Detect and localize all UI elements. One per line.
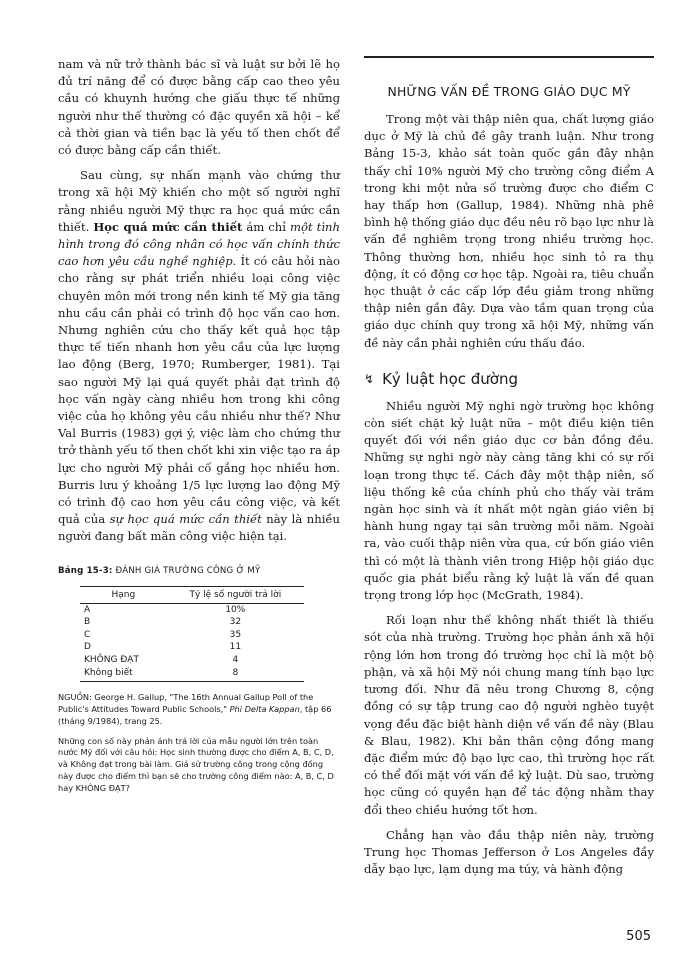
source-journal: Phi Delta Kappan	[229, 704, 300, 715]
table-row	[80, 629, 304, 642]
overeducation-text-d: này là nhiều người đang bất mãn công việc hiện tại.	[58, 512, 341, 544]
table-cell-percent: 4	[232, 655, 239, 666]
table-note: Những con số này phản ánh trả lời của mẫu người lớn trên toàn nước Mỹ đối với câu hỏi: Học sinh thường được cho điểm A, B, C, D, và Không đạt trong bài làm. Giả sử trường công trong cộng đồng này được cho điểm thì bạn sẽ cho trường công điểm nào: A, B, C, D hay KHÔNG ĐẠT?	[58, 735, 334, 793]
table-cell-grade: C	[84, 629, 91, 640]
paragraph-overeducation	[58, 167, 340, 545]
bullet-icon: ↯	[364, 371, 375, 386]
table-row	[80, 603, 304, 616]
table-header-grade: Hạng	[80, 586, 167, 603]
overeducation-text-a: Sau cùng, sự nhấn mạnh vào chứng thư trong xã hội Mỹ khiến cho một số người nghĩ rằng nhiều người Mỹ thực ra học quá mức cần thiết.	[58, 168, 340, 234]
table-row	[80, 616, 304, 629]
table-row	[80, 654, 304, 667]
grades-table	[80, 586, 304, 683]
definition-overeducation: một tình hình trong đó công nhân có học vấn chính thức cao hơn yêu cầu nghề nghiệp	[58, 219, 340, 269]
section-title: NHỮNG VẤN ĐỀ TRONG GIÁO DỤC MỸ	[387, 84, 631, 99]
table-header-row	[80, 586, 304, 603]
page-number: 505	[626, 929, 651, 944]
overeducation-text-c: . Ít có câu hỏi nào cho rằng sự phát triển nhiều loại công việc chuyên môn mới trong nền kinh tế Mỹ gia tăng nhu cầu cần phải có trình độ học vấn cao hơn. Nhưng nghiên cứu cho thấy kết quả học tập thực tế tiến nhanh hơn yêu cầu của lực lượng lao động (Berg, 1970; Rumberger, 1981). Tại sao người Mỹ lại quá quyết phải đạt trình độ học vấn ngày càng nhiều hơn trong khi công việc của họ không yêu cầu nhiều như thế? Như Val Burris (1983) gợi ý, việc làm cho chứng thư trở thành yếu tố then chốt khi xin việc tạo ra áp lực cho người Mỹ phải cố gắng học nhiều hơn. Burris lưu ý khoảng 1/5 lực lượng lao động Mỹ có trình độ cao hơn yêu cầu công việc, và kết quả của	[58, 254, 340, 527]
table-cell-percent: 8	[167, 667, 304, 682]
paragraph-education-quality: Trong một vài thập niên qua, chất lượng giáo dục ở Mỹ là chủ đề gây tranh luận. Như trong Bảng 15-3, khảo sát toàn quốc gần đây nhận thấy chỉ 10% người Mỹ cho trường công điểm A trong khi một nửa số trường được cho điểm C hay thấp hơn (Gallup, 1984). Những nhà phê bình hệ thống giáo dục đều nêu rõ bạo lực như là vấn đề nghiêm trọng trong nhiều trường học. Thông thường hơn, nhiều học sinh tỏ ra thụ động, ít có động cơ học tập. Ngoài ra, tiêu chuẩn học thuật ở các cấp lớp đều giảm trong những thập niên gần đây. Dựa vào tầm quan trọng của giáo dục chính quy trong xã hội Mỹ, những vấn đề này cần phải nghiên cứu thấu đáo.	[364, 112, 654, 350]
italic-overeducation: sự học quá mức cần thiết	[109, 512, 262, 527]
table-cell-grade: D	[84, 642, 91, 653]
table-cell-percent: 10%	[225, 604, 246, 615]
paragraph-example: Chẳng hạn vào đầu thập niên này, trường Trung học Thomas Jefferson ở Los Angeles đầy dẫy bạo lực, lạm dụng ma túy, và hành động	[364, 827, 654, 877]
paragraph-disorder: Rối loạn như thế không nhất thiết là thiếu sót của nhà trường. Trường học phản ánh xã hội rộng lớn hơn trong đó trường học chỉ là một bộ phận, và xã hội Mỹ nói chung mang tính bạo lực tương đối. Như đã nêu trong Chương 8, cộng đồng có sự tập trung cao độ người nghèo tuyệt vọng đều đặc biệt hành diện về vấn đề này (Blau & Blau, 1982). Khi bản thân cộng đồng mang đặc điểm mức độ bạo lực cao, thì trường học rất có thể đối mặt với vấn đề kỷ luật. Dù sao, trường học cũng có quyền hạn để tác động nhằm thay đổi theo chiều hướng tốt hơn.	[364, 613, 654, 817]
table-row	[80, 641, 304, 654]
left-column	[58, 56, 340, 795]
table-cell-grade: A	[84, 604, 91, 615]
table-caption-label: Bảng 15-3:	[58, 565, 113, 576]
table-source	[58, 692, 340, 727]
table-caption-title: ĐÁNH GIÁ TRƯỜNG CÔNG Ở MỸ	[112, 565, 261, 576]
table-cell-percent: 11	[229, 642, 242, 653]
table-header-percent: Tỷ lệ số người trả lời	[167, 586, 304, 603]
table-cell-grade: KHÔNG ĐẠT	[84, 655, 139, 666]
subheading-school-discipline	[364, 370, 654, 388]
source-text-b: , tập 66 (tháng 9/1984), trang 25.	[58, 704, 332, 726]
table-caption	[58, 566, 340, 576]
table-row	[80, 667, 304, 682]
subheading-label: Kỷ luật học đường	[382, 369, 518, 388]
table-cell-percent: 32	[229, 617, 242, 628]
paragraph-credentials: nam và nữ trở thành bác sĩ và luật sư bởi lẽ họ đủ trí năng để có được bằng cấp cao theo yêu cầu có khuynh hướng che giấu thực tế những người như thế thường có đặc quyền xã hội – kể cả thời gian và tiền bạc là yếu tố then chốt để có được bằng cấp cần thiết.	[58, 57, 340, 158]
table-cell-grade: B	[84, 617, 91, 628]
table-cell-percent: 35	[229, 629, 242, 640]
right-column	[364, 56, 654, 878]
section-rule	[364, 56, 654, 58]
term-overeducation: Học quá mức cần thiết	[93, 219, 243, 234]
source-text-a: NGUỒN: George H. Gallup, "The 16th Annual Gallup Poll of the Public's Attitudes Toward Public Schools,"	[58, 692, 314, 715]
table-cell-grade: Không biết	[80, 667, 167, 682]
paragraph-discipline: Nhiều người Mỹ nghi ngờ trường học không còn siết chặt kỷ luật nữa – một điều kiện tiên quyết đối với nền giáo dục cơ bản đồng đều. Những sự nghi ngờ này càng tăng khi có sự rối loạn trong thực tế. Cách đây một thập niên, số liệu thống kê của chính phủ cho thấy vài trăm ngàn học sinh và ít nhất một ngàn giáo viên bị hành hung ngay tại sân trường mỗi năm. Ngoài ra, vào cuối thập niên vừa qua, cứ bốn giáo viên thì có một là thành viên trong Hiệp hội giáo dục quốc gia phát biểu rằng kỷ luật là vấn đề quan trọng trong lớp học (McGrath, 1984).	[364, 398, 654, 603]
overeducation-text-b: ám chỉ	[242, 219, 291, 234]
